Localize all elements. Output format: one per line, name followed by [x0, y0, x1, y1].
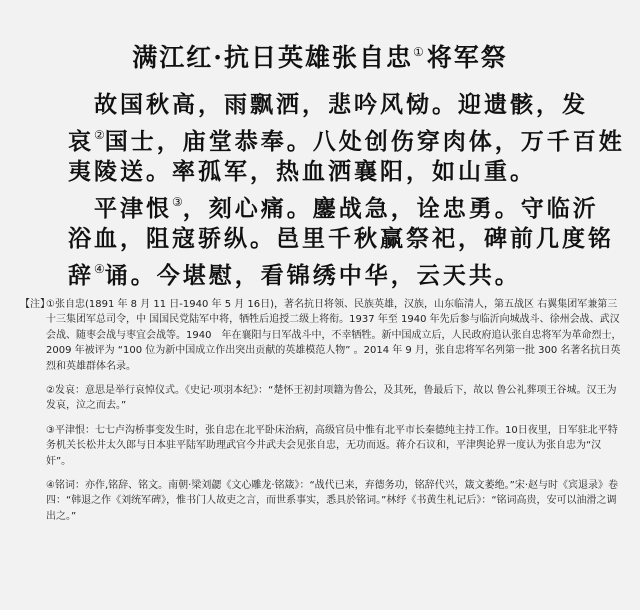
- poem-line: 平津恨③，刻心痛。鏖战急，诠忠勇。守临沂: [94, 195, 599, 222]
- poem-line: 浴血，阻寇骄纵。邑里千秋赢祭祀，碑前几度铭: [68, 225, 614, 252]
- poem-body: [68, 90, 628, 291]
- notes-label: 【注】: [20, 299, 50, 310]
- footnotes: [20, 297, 624, 533]
- footnote-3: [20, 423, 624, 469]
- footnote-text: ①张自忠(1891 年 8 月 11 日-1940 年 5 月 16日)，著名抗日将领、民族英雄，汉族，山东临清人，第五战区 右翼集团军兼第三十三集团军总司令，中 国国民党陆军中将，牺牲后追授二级上将衔。1937 年至 1940 年先后参与临沂向城战斗、徐州会战、武汉会战、随枣会战与枣宜会战等。1940 年在襄阳与日军战斗中，不幸牺牲。新中国成立后，人民政府追认张自忠将军为革命烈士，2009 年被评为 “100 位为新中国成立作出突出贡献的英雄模范人物” 。2014 年 9 月，张自忠将军名列第一批 300 名著名抗日英烈和英雄群体名录。: [46, 299, 622, 372]
- footnote-4: [20, 478, 624, 524]
- poem-line: 辞④诵。今堪慰，看锦绣中华，云天共。: [68, 262, 521, 289]
- footnote-1: [20, 297, 624, 374]
- poem-line: 故国秋高，雨飘洒，悲吟风恸。迎遗骸，发: [94, 91, 588, 118]
- footnote-text: ④铭词：亦作,铭辞、铭文。南朝·梁刘勰《文心雕龙·铭箴》：“战代已来，弃德务功，铭辞代兴，箴文萎绝。”宋·赵与时《宾退录》卷四：“韩退之作《刘统军碑》，惟书门人故吏之言，而世系事实，悉具於铭词。”林纾《书黄生札记后》：“铭词高贵，安可以油滑之调出之。”: [46, 480, 619, 522]
- title-text-end: 将军祭: [426, 43, 508, 72]
- footnote-ref-4: ④: [94, 262, 105, 276]
- footnote-ref-1: ①: [412, 45, 426, 59]
- footnote-ref-2: ②: [94, 128, 105, 142]
- footnote-2: [20, 383, 624, 414]
- page-title: [0, 38, 640, 74]
- poem-line: 夷陵送。率孤军，热血洒襄阳，如山重。: [68, 158, 536, 185]
- footnote-ref-3: ③: [172, 195, 183, 209]
- poem-line: 哀②国士，庙堂恭奉。八处创伤穿肉体，万千百姓: [68, 128, 625, 155]
- footnote-text: ③平津恨：七七卢沟桥事变发生时，张自忠在北平卧床治病，高级官员中惟有北平市长秦德纯主持工作。10日夜里，日军驻北平特务机关长松井太久郎与日本驻平陆军助理武官今井武夫会见张自忠，无功而返。蒋介石议和，平津舆论界一度认为张自忠为“汉奸”。: [46, 424, 618, 467]
- footnote-text: ②发哀：意思是举行哀悼仪式。《史记·项羽本纪》：“楚怀王初封项籍为鲁公，及其死，鲁最后下，故以 鲁公礼葬项王谷城。汉王为发哀，泣之而去。”: [46, 385, 617, 412]
- title-text-main: 满江红·抗日英雄张自忠: [132, 43, 413, 72]
